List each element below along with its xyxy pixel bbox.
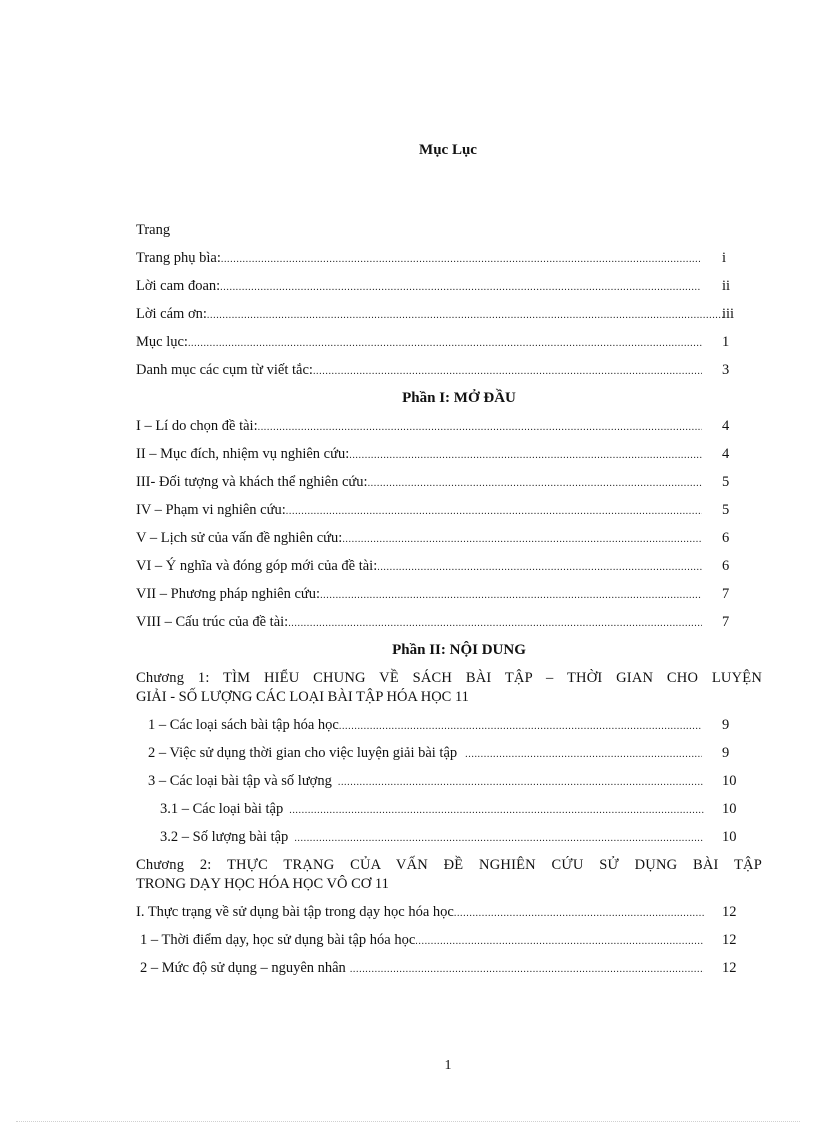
toc-entry-page: 10 <box>722 829 737 845</box>
toc-entry[interactable] <box>136 900 762 928</box>
dot-leader <box>220 276 700 300</box>
chapter2-title-line2: TRONG DẠY HỌC HÓA HỌC VÔ CƠ 11 <box>136 876 389 892</box>
toc-entry-label: I – Lí do chọn đề tài: <box>136 418 258 434</box>
toc-entry[interactable] <box>136 442 762 470</box>
toc-entry[interactable] <box>136 769 762 797</box>
toc-entry-label: 3.1 – Các loại bài tập <box>160 801 284 817</box>
dot-leader <box>350 958 704 982</box>
part2-heading: Phần II: NỘI DUNG <box>392 642 526 658</box>
toc-entry-label: VIII – Cấu trúc của đề tài: <box>136 614 289 630</box>
toc-entry[interactable] <box>136 554 762 582</box>
toc-entry-page: 4 <box>722 418 730 434</box>
dot-leader <box>349 444 702 468</box>
toc-entry-page: 6 <box>722 558 730 574</box>
toc-entry-label: 1 – Các loại sách bài tập hóa học <box>148 717 339 733</box>
dot-leader <box>338 771 704 795</box>
toc-entry-page: 3 <box>722 362 730 378</box>
dot-leader <box>339 715 702 739</box>
dot-leader <box>294 827 704 851</box>
toc-entry-page: iii <box>722 306 735 322</box>
toc-entry-label: Trang phụ bìa: <box>136 250 221 266</box>
dot-leader <box>320 584 702 608</box>
toc-entry-label: Mục lục: <box>136 334 188 350</box>
toc-entry[interactable] <box>136 274 762 302</box>
table-of-contents <box>136 218 762 984</box>
toc-entry[interactable] <box>136 470 762 498</box>
toc-entry-page: 10 <box>722 801 737 817</box>
toc-entry-label: IV – Phạm vi nghiên cứu: <box>136 502 286 518</box>
dot-leader <box>289 799 704 823</box>
toc-entry[interactable] <box>136 928 762 956</box>
toc-entry-label: II – Mục đích, nhiệm vụ nghiên cứu: <box>136 446 350 462</box>
toc-entry-page: 12 <box>722 904 737 920</box>
dot-leader <box>342 528 702 552</box>
chapter2-title-line1: Chương 2: THỰC TRẠNG CỦA VẤN ĐỀ NGHIÊN CỨU SỬ DỤNG BÀI TẬP <box>136 857 762 873</box>
toc-entry-page: i <box>722 250 727 266</box>
chapter2-title[interactable] <box>136 853 762 900</box>
toc-entry[interactable] <box>136 414 762 442</box>
toc-entry[interactable] <box>136 330 762 358</box>
toc-entry-label: VI – Ý nghĩa và đóng góp mới của đề tài: <box>136 558 378 574</box>
toc-entry-label: I. Thực trạng về sử dụng bài tập trong dạy học hóa học <box>136 904 454 920</box>
toc-entry[interactable] <box>136 825 762 853</box>
toc-entry-page: 9 <box>722 717 730 733</box>
toc-entry[interactable] <box>136 582 762 610</box>
chapter1-title-line1: Chương 1: TÌM HIỂU CHUNG VỀ SÁCH BÀI TẬP – THỜI GIAN CHO LUYỆN <box>136 670 762 686</box>
toc-entry-page: ii <box>722 278 731 294</box>
toc-entry-page: 12 <box>722 932 737 948</box>
dot-leader <box>286 500 702 524</box>
dot-leader <box>377 556 702 580</box>
toc-entry-page: 10 <box>722 773 737 789</box>
dot-leader <box>454 902 704 926</box>
toc-entry-label: VII – Phương pháp nghiên cứu: <box>136 586 321 602</box>
part1-heading: Phần I: MỞ ĐẦU <box>402 390 516 406</box>
toc-entry[interactable] <box>136 302 762 330</box>
toc-entry[interactable] <box>136 358 762 386</box>
dot-leader <box>465 743 702 767</box>
toc-entry-label: Lời cam đoan: <box>136 278 221 294</box>
page-number: 1 <box>444 1058 452 1073</box>
toc-entry-page: 7 <box>722 614 730 630</box>
dot-leader <box>288 612 702 636</box>
trang-header-row <box>136 218 762 246</box>
toc-entry-label: 3 – Các loại bài tập và số lượng <box>148 773 332 789</box>
toc-entry-label: V – Lịch sử của vấn đề nghiên cứu: <box>136 530 343 546</box>
toc-entry[interactable] <box>136 713 762 741</box>
trang-label: Trang <box>136 222 171 238</box>
toc-entry[interactable] <box>136 610 762 638</box>
toc-entry[interactable] <box>136 797 762 825</box>
dot-leader <box>368 472 702 496</box>
chapter1-title[interactable] <box>136 666 762 713</box>
toc-entry-page: 5 <box>722 474 730 490</box>
toc-entry-page: 1 <box>722 334 730 350</box>
dot-leader <box>258 416 702 440</box>
dot-leader <box>313 360 702 384</box>
page-boundary-divider <box>16 1121 800 1122</box>
dot-leader <box>188 332 702 356</box>
toc-entry[interactable] <box>136 956 762 984</box>
toc-entry-label: 2 – Mức độ sử dụng – nguyên nhân <box>140 960 346 976</box>
toc-entry-page: 6 <box>722 530 730 546</box>
toc-entry-label: 3.2 – Số lượng bài tập <box>160 829 289 845</box>
chapter1-title-line2: GIẢI - SỐ LƯỢNG CÁC LOẠI BÀI TẬP HÓA HỌC 11 <box>136 689 469 705</box>
toc-entry-page: 7 <box>722 586 730 602</box>
dot-leader <box>415 930 704 954</box>
toc-entry[interactable] <box>136 526 762 554</box>
toc-title: Mục Lục <box>419 142 477 158</box>
dot-leader <box>207 304 724 328</box>
dot-leader <box>221 248 700 272</box>
toc-entry-label: 2 – Việc sử dụng thời gian cho việc luyện giải bài tập <box>148 745 458 761</box>
toc-entry[interactable] <box>136 246 762 274</box>
toc-entry-page: 9 <box>722 745 730 761</box>
toc-entry[interactable] <box>136 741 762 769</box>
toc-entry-page: 4 <box>722 446 730 462</box>
toc-entry-page: 12 <box>722 960 737 976</box>
toc-entry-label: 1 – Thời điểm dạy, học sử dụng bài tập hóa học <box>140 932 416 948</box>
toc-entry-label: Danh mục các cụm từ viết tắc: <box>136 362 313 378</box>
toc-entry-label: III- Đối tượng và khách thể nghiên cứu: <box>136 474 368 490</box>
toc-entry-page: 5 <box>722 502 730 518</box>
toc-entry[interactable] <box>136 498 762 526</box>
toc-entry-label: Lời cám ơn: <box>136 306 207 322</box>
